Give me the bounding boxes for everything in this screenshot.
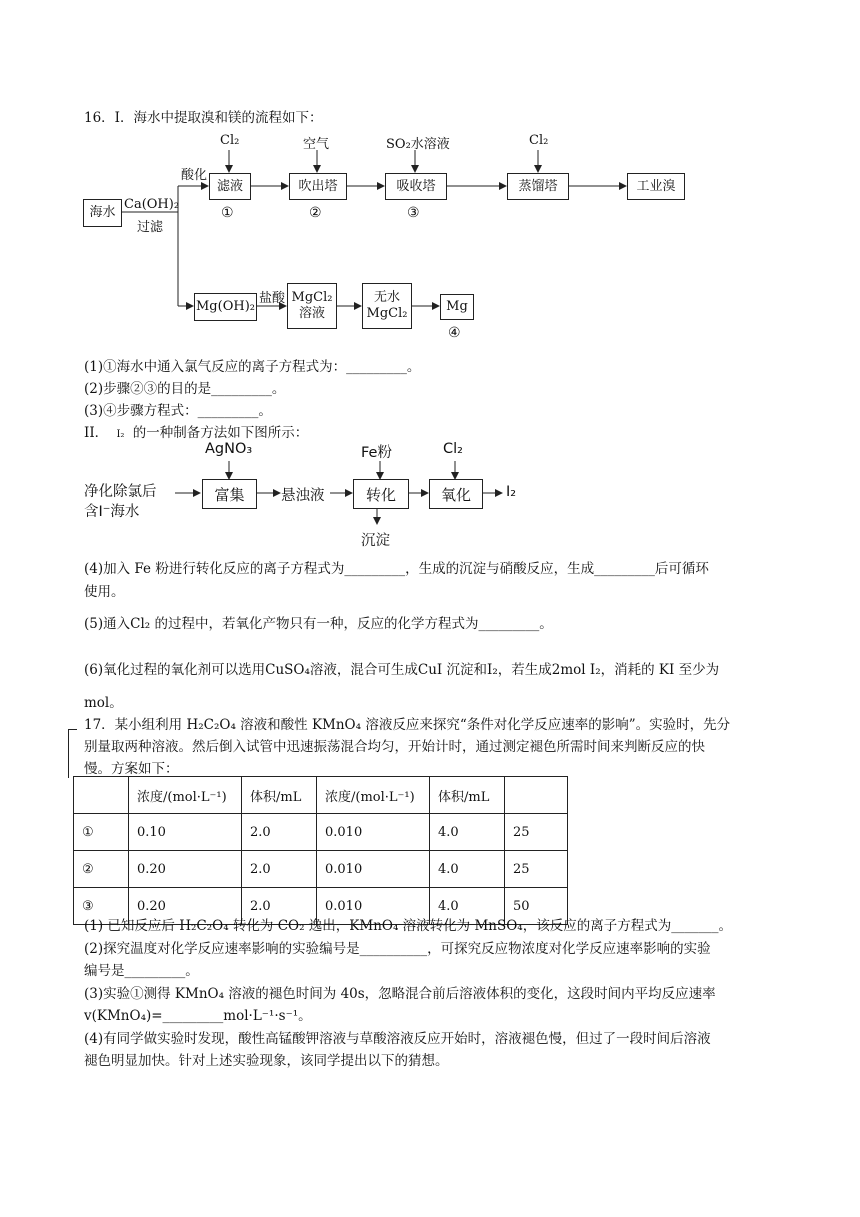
- table-cell: ①: [74, 814, 129, 851]
- enrich-box: 富集: [202, 479, 257, 509]
- table-cell: 0.20: [129, 888, 242, 925]
- cl2-label-1: Cl₂: [220, 133, 240, 148]
- table-cell: ②: [74, 851, 129, 888]
- table-header-cell: [74, 777, 129, 814]
- table-cell: 4.0: [430, 814, 505, 851]
- filter-label: 过滤: [137, 220, 164, 235]
- suspension-label: 悬浊液: [281, 488, 325, 504]
- filtrate-box: 滤液: [209, 173, 251, 200]
- q17-sub2-line2: 编号是_________。: [84, 963, 199, 979]
- source-line1: 净化除氯后: [84, 484, 157, 500]
- agno3-label: AgNO₃: [205, 441, 253, 457]
- q16-sub3: (3)④步骤方程式：_________。: [84, 403, 272, 419]
- table-cell: 0.010: [317, 888, 430, 925]
- anhydrous-line1: 无水: [373, 290, 400, 306]
- table-cell: 0.010: [317, 851, 430, 888]
- industrial-bromine-box: 工业溴: [627, 173, 685, 200]
- table-cell: 0.010: [317, 814, 430, 851]
- mgoh2-box: Mg(OH)₂: [194, 293, 257, 321]
- q16-title: 16．I．海水中提取溴和镁的流程如下：: [84, 110, 323, 126]
- convert-box: 转化: [353, 479, 409, 509]
- mg-box: Mg: [440, 294, 474, 320]
- mgcl2-solution-line1: MgCl₂: [291, 290, 333, 306]
- table-header-cell: 体积/mL: [430, 777, 505, 814]
- q17-sub3-line1: (3)实验①测得 KMnO₄ 溶液的褪色时间为 40s，忽略混合前后溶液体积的变化，这段时间内平均反应速率: [84, 986, 716, 1002]
- part2-text: 的一种制备方法如下图所示：: [132, 425, 309, 441]
- q17-sub4-line1: (4)有同学做实验时发现，酸性高锰酸钾溶液与草酸溶液反应开始时，溶液褪色慢，但过了一段时间后溶液: [84, 1031, 711, 1047]
- table-cell: ③: [74, 888, 129, 925]
- q17-intro-line1: 17．某小组利用 H₂C₂O₄ 溶液和酸性 KMnO₄ 溶液反应来探究“条件对化学反应速率的影响”。实验时，先分: [84, 717, 731, 733]
- precipitate-label: 沉淀: [361, 533, 390, 549]
- step-3-marker: ③: [407, 205, 420, 221]
- q16-sub5: (5)通入Cl₂ 的过程中，若氧化产物只有一种，反应的化学方程式为_________。: [84, 616, 553, 632]
- q16-sub2: (2)步骤②③的目的是_________。: [84, 381, 286, 397]
- q17-sub2-line1: (2)探究温度对化学反应速率影响的实验编号是__________，可探究反应物浓度对化学反应速率影响的实验: [84, 941, 711, 957]
- step-4-marker: ④: [448, 325, 461, 341]
- seawater-box: 海水: [83, 199, 122, 227]
- table-cell: 2.0: [242, 851, 317, 888]
- absorb-tower-box: 吸收塔: [385, 173, 447, 200]
- acidify-label: 酸化: [181, 168, 208, 183]
- table-row: [74, 851, 568, 888]
- table-cell: 0.20: [129, 851, 242, 888]
- oxidize-box: 氧化: [429, 479, 483, 509]
- table-cell: 2.0: [242, 888, 317, 925]
- hydrochloric-acid-label: 盐酸: [259, 291, 286, 306]
- q17-sub4-line2: 褪色明显加快。针对上述实验现象，该同学提出以下的猜想。: [84, 1053, 449, 1069]
- step-2-marker: ②: [309, 205, 322, 221]
- distill-tower-box: 蒸馏塔: [507, 173, 569, 200]
- table-cell: 50: [505, 888, 568, 925]
- part2-i2: I₂: [116, 429, 125, 440]
- q16-sub6-line1: (6)氧化过程的氧化剂可以选用CuSO₄溶液，混合可生成CuI 沉淀和I₂，若生成2mol I₂，消耗的 KI 至少为: [84, 662, 720, 678]
- cl2-label-2: Cl₂: [529, 133, 549, 148]
- table-cell: 0.10: [129, 814, 242, 851]
- table-cell: 4.0: [430, 851, 505, 888]
- mgcl2-solution-line2: 溶液: [298, 306, 325, 321]
- blow-tower-box: 吹出塔: [289, 173, 347, 200]
- air-label: 空气: [303, 137, 330, 152]
- q16-sub4-line1: (4)加入 Fe 粉进行转化反应的离子方程式为_________，生成的沉淀与硝酸反应，生成_________后可循环: [84, 561, 709, 577]
- q17-intro-line2: 别量取两种溶液。然后倒入试管中迅速振荡混合均匀，开始计时，通过测定褪色所需时间来判断反应的快: [84, 739, 705, 755]
- table-cell: 2.0: [242, 814, 317, 851]
- table-header-row: [74, 777, 568, 814]
- experiment-table: [73, 776, 568, 925]
- table-header-cell: 体积/mL: [242, 777, 317, 814]
- so2-solution-label: SO₂水溶液: [386, 137, 450, 152]
- table-cell: 25: [505, 814, 568, 851]
- table-cell: 25: [505, 851, 568, 888]
- table-cell: 4.0: [430, 888, 505, 925]
- step-1-marker: ①: [221, 205, 234, 221]
- anhydrous-line2: MgCl₂: [366, 306, 408, 321]
- flowchart2-lines: [0, 0, 860, 560]
- cl2-label-3: Cl₂: [443, 441, 463, 457]
- table-header-cell: 浓度/(mol·L⁻¹): [129, 777, 242, 814]
- part2-label: II．: [84, 425, 109, 441]
- i2-product-label: I₂: [506, 484, 517, 500]
- source-line2: 含I⁻海水: [84, 504, 140, 520]
- table-row: [74, 814, 568, 851]
- q17-sub1: (1) 已知反应后 H₂C₂O₄ 转化为 CO₂ 逸出，KMnO₄ 溶液转化为 MnSO₄，该反应的离子方程式为_______。: [84, 918, 732, 934]
- q16-sub1: (1)①海水中通入氯气反应的离子方程式为：_________。: [84, 359, 421, 375]
- q16-sub6-line2: mol。: [84, 695, 123, 711]
- fe-powder-label: Fe粉: [361, 445, 392, 461]
- table-header-cell: 浓度/(mol·L⁻¹): [317, 777, 430, 814]
- caoh2-label: Ca(OH)₂: [124, 197, 180, 212]
- table-header-cell: [505, 777, 568, 814]
- left-bracket: [68, 729, 77, 778]
- q17-sub3-line2: v(KMnO₄)=_________mol·L⁻¹·s⁻¹。: [84, 1008, 312, 1024]
- q16-sub4-line2: 使用。: [84, 584, 125, 600]
- q17-intro-line3: 慢。方案如下：: [84, 761, 179, 777]
